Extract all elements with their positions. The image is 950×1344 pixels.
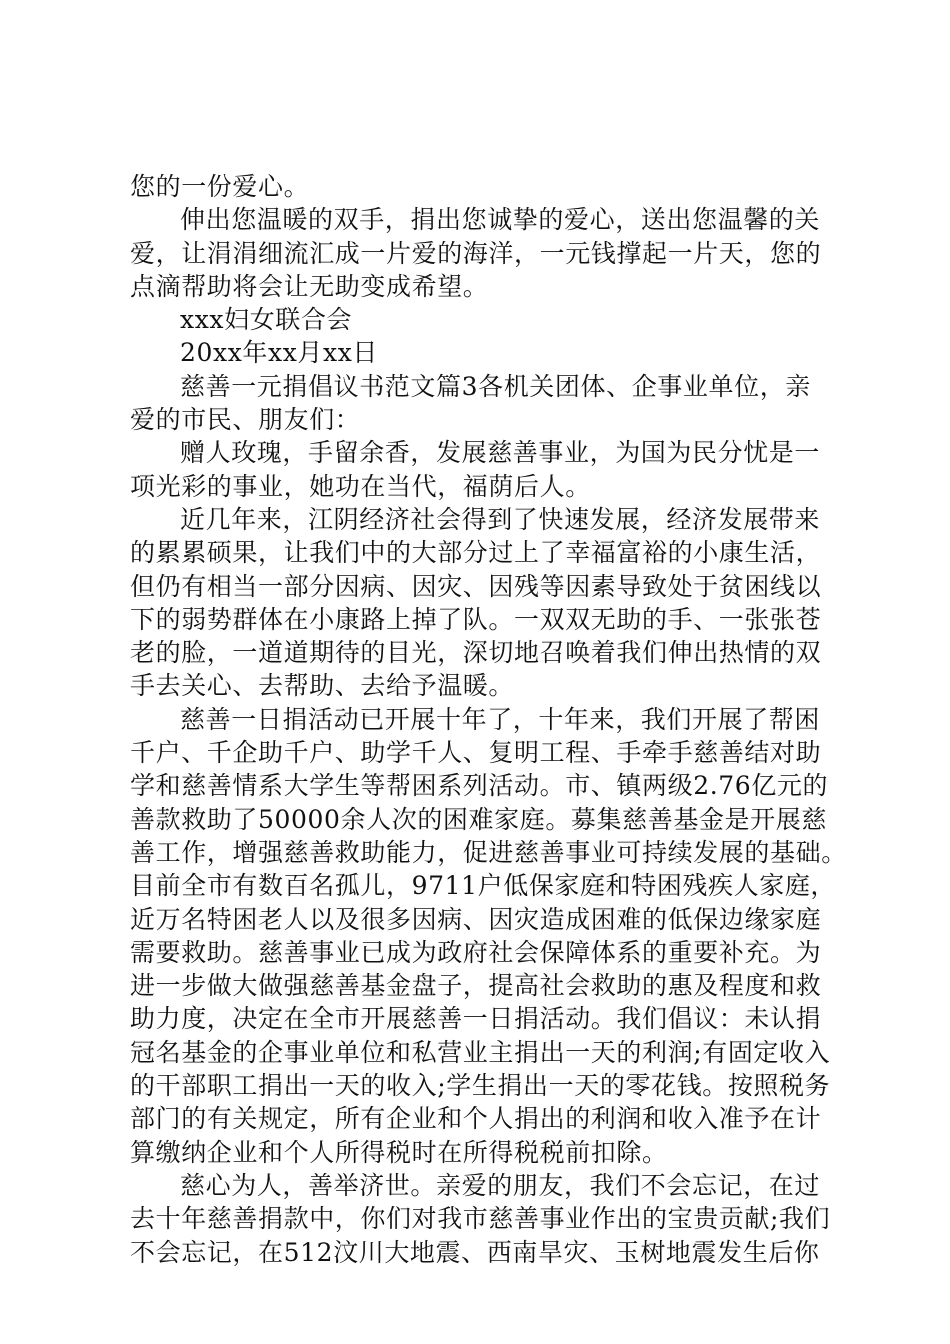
text-line: 项光彩的事业，她功在当代，福荫后人。 (130, 471, 591, 501)
signature-date: 20xx年xx月xx日 (180, 338, 379, 368)
text-line: 冠名基金的企事业单位和私营业主捐出一天的利润;有固定收入 (130, 1037, 831, 1067)
text-line: 爱的市民、朋友们： (130, 405, 361, 435)
signature-organization: xxx妇女联合会 (180, 305, 353, 335)
paragraph-line: 近几年来，江阴经济社会得到了快速发展，经济发展带来 (180, 504, 821, 534)
text-line: 不会忘记，在512汶川大地震、西南旱灾、玉树地震发生后你 (130, 1237, 820, 1267)
paragraph-line: 慈心为人，善举济世。亲爱的朋友，我们不会忘记，在过 (180, 1170, 821, 1200)
text-line: 近万名特困老人以及很多因病、因灾造成困难的低保边缘家庭 (130, 904, 822, 934)
text-line: 算缴纳企业和个人所得税时在所得税税前扣除。 (130, 1137, 668, 1167)
text-line: 点滴帮助将会让无助变成希望。 (130, 271, 489, 301)
section-heading-line: 慈善一元捐倡议书范文篇3各机关团体、企事业单位，亲 (180, 371, 811, 401)
text-line: 助力度，决定在全市开展慈善一日捐活动。我们倡议：未认捐 (130, 1004, 822, 1034)
text-line: 千户、千企助千户、助学千人、复明工程、手牵手慈善结对助 (130, 738, 822, 768)
text-line: 手去关心、去帮助、去给予温暖。 (130, 671, 515, 701)
text-line: 老的脸，一道道期待的目光，深切地召唤着我们伸出热情的双 (130, 638, 822, 668)
text-line: 爱，让涓涓细流汇成一片爱的海洋，一元钱撑起一片天，您的 (130, 238, 822, 268)
text-line: 善工作，增强慈善救助能力，促进慈善事业可持续发展的基础。 (130, 837, 847, 867)
text-line: 的累累硕果，让我们中的大部分过上了幸福富裕的小康生活， (130, 538, 822, 568)
document-body (130, 170, 847, 1269)
text-line: 去十年慈善捐款中，你们对我市慈善事业作出的宝贵贡献;我们 (130, 1204, 831, 1234)
text-line: 下的弱势群体在小康路上掉了队。一双双无助的手、一张张苍 (130, 604, 822, 634)
paragraph-line: 伸出您温暖的双手，捐出您诚挚的爱心，送出您温馨的关 (180, 205, 821, 235)
text-line: 但仍有相当一部分因病、因灾、因残等因素导致处于贫困线以 (130, 571, 822, 601)
text-line: 目前全市有数百名孤儿，9711户低保家庭和特困残疾人家庭， (130, 871, 837, 901)
paragraph-line: 慈善一日捐活动已开展十年了，十年来，我们开展了帮困 (180, 704, 821, 734)
text-line: 部门的有关规定，所有企业和个人捐出的利润和收入准予在计 (130, 1104, 822, 1134)
text-line: 学和慈善情系大学生等帮困系列活动。市、镇两级2.76亿元的 (130, 771, 829, 801)
text-line: 的干部职工捐出一天的收入;学生捐出一天的零花钱。按照税务 (130, 1071, 831, 1101)
text-line: 需要救助。慈善事业已成为政府社会保障体系的重要补充。为 (130, 937, 822, 967)
text-line: 进一步做大做强慈善基金盘子，提高社会救助的惠及程度和救 (130, 971, 822, 1001)
text-line: 您的一份爱心。 (130, 172, 310, 201)
text-line: 善款救助了50000余人次的困难家庭。募集慈善基金是开展慈 (130, 804, 827, 834)
paragraph-line: 赠人玫瑰，手留余香，发展慈善事业，为国为民分忧是一 (180, 438, 821, 468)
